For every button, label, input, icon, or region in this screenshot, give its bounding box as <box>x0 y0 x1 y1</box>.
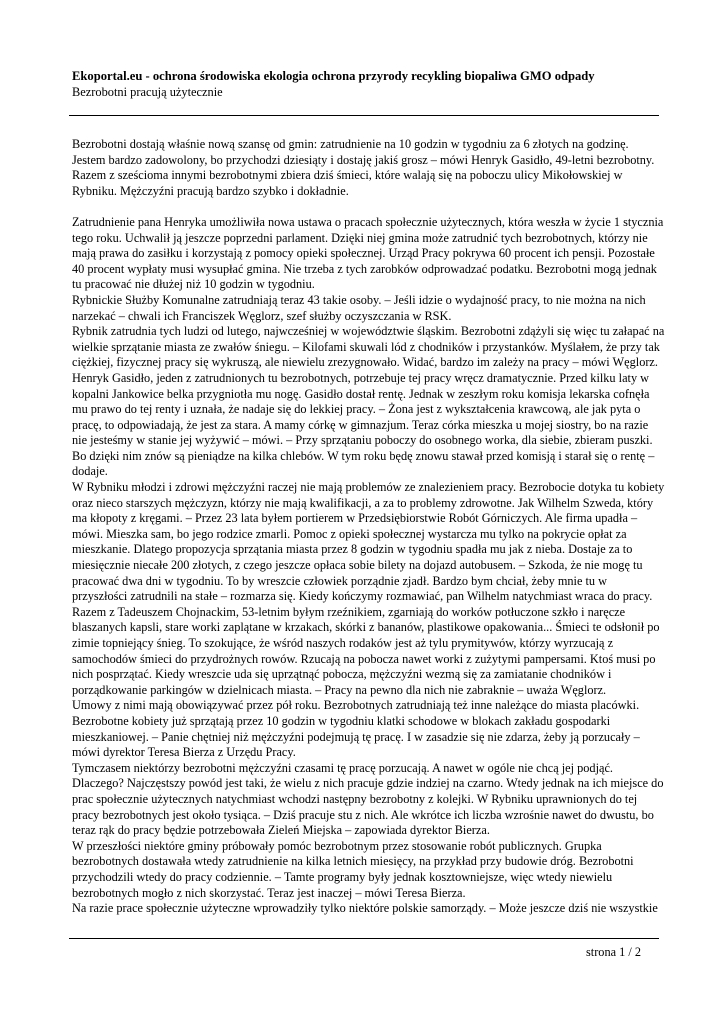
paragraph: Tymczasem niektórzy bezrobotni mężczyźni czasami tę pracę porzucają. A nawet w ogóle nie chcą jej podjąć. Dlaczego? Najczęstszy powód jest taki, że wielu z nich pracuje gdzie indziej na czarno. Wtedy jednak na ich miejsce do prac społecznie użytecznych natychmiast wchodzi następny bezrobotny z kolejki. W Rybniku uprawnionych do tej pracy bezrobotnych jest około tysiąca. – Dziś pracuje stu z nich. Ale wkrótce ich liczba wzrośnie nawet do dwustu, bo teraz rąk do pracy będzie potrzebowała Zieleń Miejska – zapowiada dyrektor Bierza. <box>72 760 664 838</box>
header-divider <box>69 115 659 116</box>
paragraph: W Rybniku młodzi i zdrowi mężczyźni raczej nie mają problemów ze znalezieniem pracy. Bezrobocie dotyka tu kobiety oraz nieco starszych mężczyzn, którzy nie mają kwalifikacji, a za to problemy zdrowotne. Jak Wilhelm Szweda, który ma kłopoty z kręgami. – Przez 23 lata byłem portierem w Przedsiębiorstwie Robót Górniczych. Ale firma upadła – mówi. Mieszka sam, bo jego rodzice zmarli. Pomoc z opieki społecznej wystarcza mu tylko na pokrycie opłat za mieszkanie. Dlatego propozycja sprzątania miasta przez 8 godzin w tygodniu spadła mu jak z nieba. Dostaje za to miesięcznie niecałe 200 złotych, z czego jeszcze opłaca sobie bilety na dojazd autobusem. – Szkoda, że nie mogę tu pracować dwa dni w tygodniu. To by wreszcie człowiek porządnie zjadł. Bardzo bym chciał, żeby mnie tu w przyszłości zatrudnili na stałe – rozmarza się. Kiedy kończymy rozmawiać, pan Wilhelm natychmiast wraca do pracy. <box>72 480 665 604</box>
paragraph: Na razie prace społecznie użyteczne wprowadziły tylko niektóre polskie samorządy. – Może jeszcze dziś nie wszystkie <box>72 901 658 916</box>
paragraph: Razem z Tadeuszem Chojnackim, 53-letnim byłym rzeźnikiem, zgarniają do worków potłuczone szkło i naręcze blaszanych kapsli, stare worki zaplątane w krzakach, skórki z bananów, plastikowe opakowania... Śmieci te odsłonił po zimie topniejący śnieg. To szokujące, że wśród naszych rodaków jest aż tylu prymitywów, którzy wyrzucają z samochodów śmieci do przydrożnych rowów. Rzucają na pobocza nawet worki z zużytymi pampersami. Ktoś musi po nich posprzątać. Kiedy wreszcie uda się uprzątnąć pobocza, mężczyźni wezmą się za zamiatanie chodników i porządkowanie parkingów w dzielnicach miasta. – Pracy na pewno dla nich nie zabraknie – uważa Węglorz. <box>72 604 660 697</box>
paragraph: Rybnik zatrudnia tych ludzi od lutego, najwcześniej w województwie śląskim. Bezrobotni zdążyli się więc tu załapać na wielkie sprzątanie miasta ze zwałów śniegu. – Kilofami skuwali lód z chodników i przystanków. Myślałem, że przy tak ciężkiej, fizycznej pracy się wykruszą, ale niewielu zrezygnowało. Widać, bardzo im zależy na pracy – mówi Węglorz. <box>72 324 665 370</box>
page-indicator: strona 1 / 2 <box>586 945 641 959</box>
paragraph: W przeszłości niektóre gminy próbowały pomóc bezrobotnym przez stosowanie robót publicznych. Grupka bezrobotnych dostawała wtedy zatrudnienie na kilka letnich miesięcy, na przykład przy budowie dróg. Bezrobotni przychodzili wtedy do pracy codziennie. – Tamte programy były jednak kosztowniejsze, więc wtedy niewielu bezrobotnych mogło z nich skorzystać. Teraz jest inaczej – mówi Teresa Bierza. <box>72 838 634 900</box>
site-title: Ekoportal.eu - ochrona środowiska ekologia ochrona przyrody recykling biopaliwa GMO odpady <box>72 69 595 83</box>
paragraph: Bezrobotni dostają właśnie nową szansę od gmin: zatrudnienie na 10 godzin w tygodniu za 6 złotych na godzinę. Jestem bardzo zadowolony, bo przychodzi dziesiąty i dostaję jakiś grosz – mówi Henryk Gasidło, 49-letni bezrobotny. Razem z sześcioma innymi bezrobotnymi zbiera dziś śmieci, które walają się na poboczu ulicy Mikołowskiej w Rybniku. Mężczyźni pracują bardzo szybko i dokładnie. <box>72 137 655 198</box>
paragraph: Umowy z nimi mają obowiązywać przez pół roku. Bezrobotnych zatrudniają też inne należące do miasta placówki. Bezrobotne kobiety już sprzątają przez 10 godzin w tygodniu klatki schodowe w blokach zakładu gospodarki mieszkaniowej. – Panie chętniej niż mężczyźni podejmują tę pracę. I w zasadzie się nie zdarza, żeby ją porzucały – mówi dyrektor Teresa Bierza z Urzędu Pracy. <box>72 698 640 760</box>
document-header <box>72 68 662 100</box>
paragraph: Zatrudnienie pana Henryka umożliwiła nowa ustawa o pracach społecznie użytecznych, która weszła w życie 1 stycznia tego roku. Uchwalił ją jeszcze poprzedni parlament. Dzięki niej gmina może zatrudnić tych bezrobotnych, którzy nie mają prawa do zasiłku i korzystają z pomocy opieki społecznej. Urząd Pracy pokrywa 60 procent ich pensji. Pozostałe 40 procent wypłaty musi wysupłać gmina. Nie trzeba z tych zarobków odprowadzać podatku. Bezrobotni mogą jednak tu pracować nie dłużej niż 10 godzin w tygodniu. <box>72 214 664 292</box>
footer-divider <box>69 938 659 939</box>
paragraph: Rybnickie Służby Komunalne zatrudniają teraz 43 takie osoby. – Jeśli idzie o wydajność pracy, to nie można na nich narzekać – chwali ich Franciszek Węglorz, szef służby oczyszczania w RSK. <box>72 292 646 323</box>
article-body <box>72 137 665 917</box>
paragraph: Henryk Gasidło, jeden z zatrudnionych tu bezrobotnych, potrzebuje tej pracy wręcz dramatycznie. Przed kilku laty w kopalni Jankowice belka przygniotła mu nogę. Gasidło dostał rentę. Jednak w zeszłym roku komisja lekarska cofnęła mu prawo do tej renty i uznała, że nadaje się do lekkiej pracy. – Żona jest z wykształcenia krawcową, ale jak pyta o pracę, to odpowiadają, że jest za stara. A mamy córkę w gimnazjum. Teraz córka mieszka u mojej siostry, bo na razie nie jesteśmy w stanie jej wyżywić – mówi. – Przy sprzątaniu poboczy do osobnego worka, dla siebie, zbieram puszki. Bo dzięki nim znów są pieniądze na kilka chlebów. W tym roku będę znowu stawał przed komisją i starał się o rentę – dodaje. <box>72 370 655 479</box>
article-title: Bezrobotni pracują użytecznie <box>72 85 223 99</box>
